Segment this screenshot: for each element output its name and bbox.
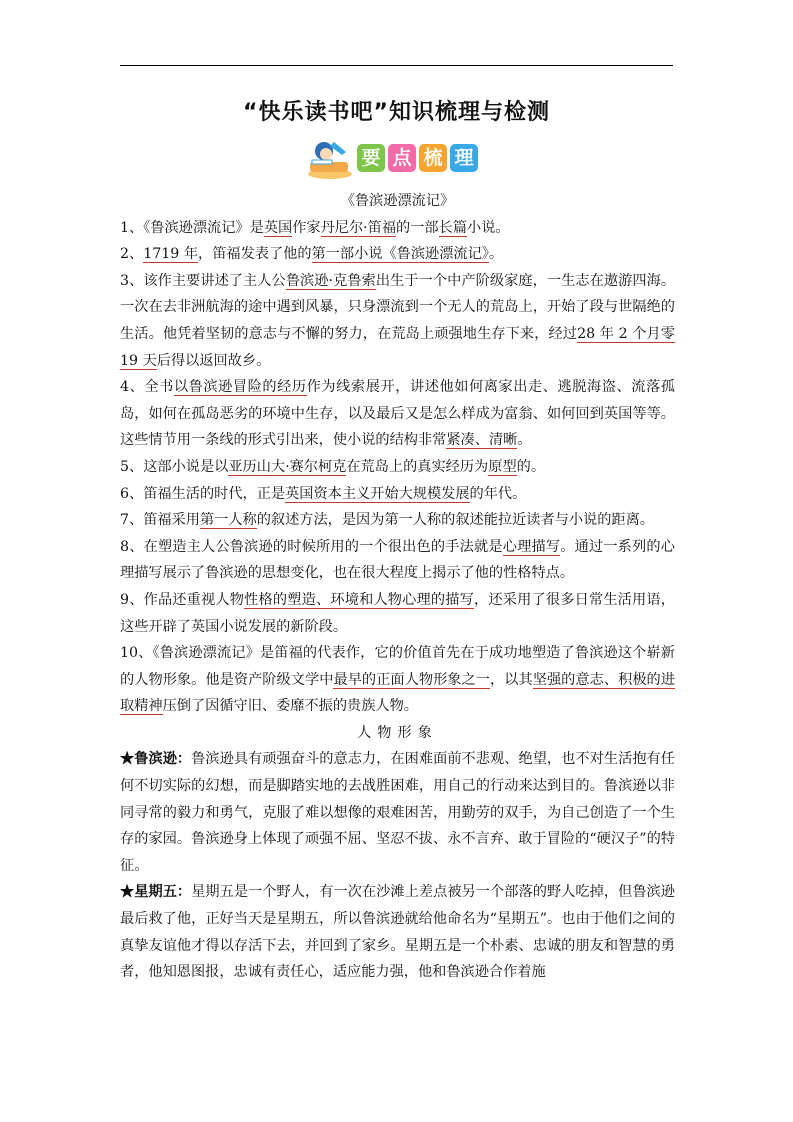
- point-1: 1、《鲁滨逊漂流记》是英国作家丹尼尔·笛福的一部长篇小说。: [120, 219, 510, 236]
- document-body: [120, 188, 675, 986]
- header-rule: [120, 65, 673, 66]
- banner-char-1: 要: [357, 144, 385, 172]
- page-title: “快乐读书吧”知识梳理与检测: [243, 100, 550, 125]
- book-title: 《鲁滨逊漂流记》: [340, 193, 455, 209]
- point-9: 9、作品还重视人物性格的塑造、环境和人物心理的描写，还采用了很多日常生活用语，这些开辟了英国小说发展的新阶段。: [120, 591, 675, 635]
- character-friday: ★星期五：星期五是一个野人，有一次在沙滩上差点被另一个部落的野人吃掉，但鲁滨逊最后救了他，正好当天是星期五，所以鲁滨逊就给他命名为“星期五”。也由于他们之间的真挚友谊他才得以存活下去，并回到了家乡。星期五是一个朴素、忠诚的朋友和智慧的勇者，他知恩图报，忠诚有责任心，适应能力强，他和鲁滨逊合作着施: [120, 884, 675, 981]
- character-name: ★星期五：: [120, 884, 192, 901]
- point-3: 3、该作主要讲述了主人公鲁滨逊·克鲁索出生于一个中产阶级家庭，一生志在遨游四海。一次在去非洲航海的途中遇到风暴，只身漂流到一个无人的荒岛上，开始了段与世隔绝的生活。他凭着坚韧的意志与不懈的努力，在荒岛上顽强地生存下来，经过28 年 2 个月零 19 天后得以返回故乡。: [120, 272, 676, 369]
- point-5: 5、这部小说是以亚历山大·赛尔柯克在荒岛上的真实经历为原型的。: [120, 458, 546, 475]
- point-4: 4、全书以鲁滨逊冒险的经历作为线索展开，讲述他如何离家出走、逃脱海盗、流落孤岛，如何在孤岛恶劣的环境中生存，以及最后又是怎么样成为富翁、如何回到英国等等。这些情节用一条线的形式引出来，使小说的结构非常紧凑、清晰。: [120, 379, 675, 449]
- banner-char-2: 点: [388, 144, 416, 172]
- character-robinson: ★鲁滨逊：鲁滨逊具有顽强奋斗的意志力，在困难面前不悲观、绝望，也不对生活抱有任何不切实际的幻想，而是脚踏实地的去战胜困难，用自己的行动来达到目的。鲁滨逊以非同寻常的毅力和勇气，克服了难以想像的艰难困苦，用勤劳的双手，为自己创造了一个生存的家园。鲁滨逊身上体现了顽强不屈、坚忍不拔、永不言弃、敢于冒险的“硬汉子”的特征。: [120, 751, 675, 874]
- section-banner: [300, 138, 486, 180]
- character-name: ★鲁滨逊：: [120, 751, 192, 768]
- student-reading-icon: [300, 138, 354, 180]
- point-10: 10、《鲁滨逊漂流记》是笛福的代表作，它的价值首先在于成功地塑造了鲁滨逊这个崭新的人物形象。他是资产阶级文学中最早的正面人物形象之一，以其坚强的意志、积极的进取精神压倒了因循守旧、委靡不振的贵族人物。: [120, 645, 675, 715]
- banner-char-4: 理: [450, 144, 478, 172]
- point-2: 2、1719 年，笛福发表了他的第一部小说《鲁滨逊漂流记》。: [120, 246, 504, 263]
- point-7: 7、笛福采用第一人称的叙述方法，是因为第一人称的叙述能拉近读者与小说的距离。: [120, 512, 654, 529]
- banner-char-3: 梳: [419, 144, 447, 172]
- section-title-characters: 人物形象: [357, 724, 438, 741]
- point-8: 8、在塑造主人公鲁滨逊的时候所用的一个很出色的手法就是心理描写。通过一系列的心理描写展示了鲁滨逊的思想变化，也在很大程度上揭示了他的性格特点。: [120, 538, 675, 582]
- point-6: 6、笛福生活的时代，正是英国资本主义开始大规模发展的年代。: [120, 485, 527, 502]
